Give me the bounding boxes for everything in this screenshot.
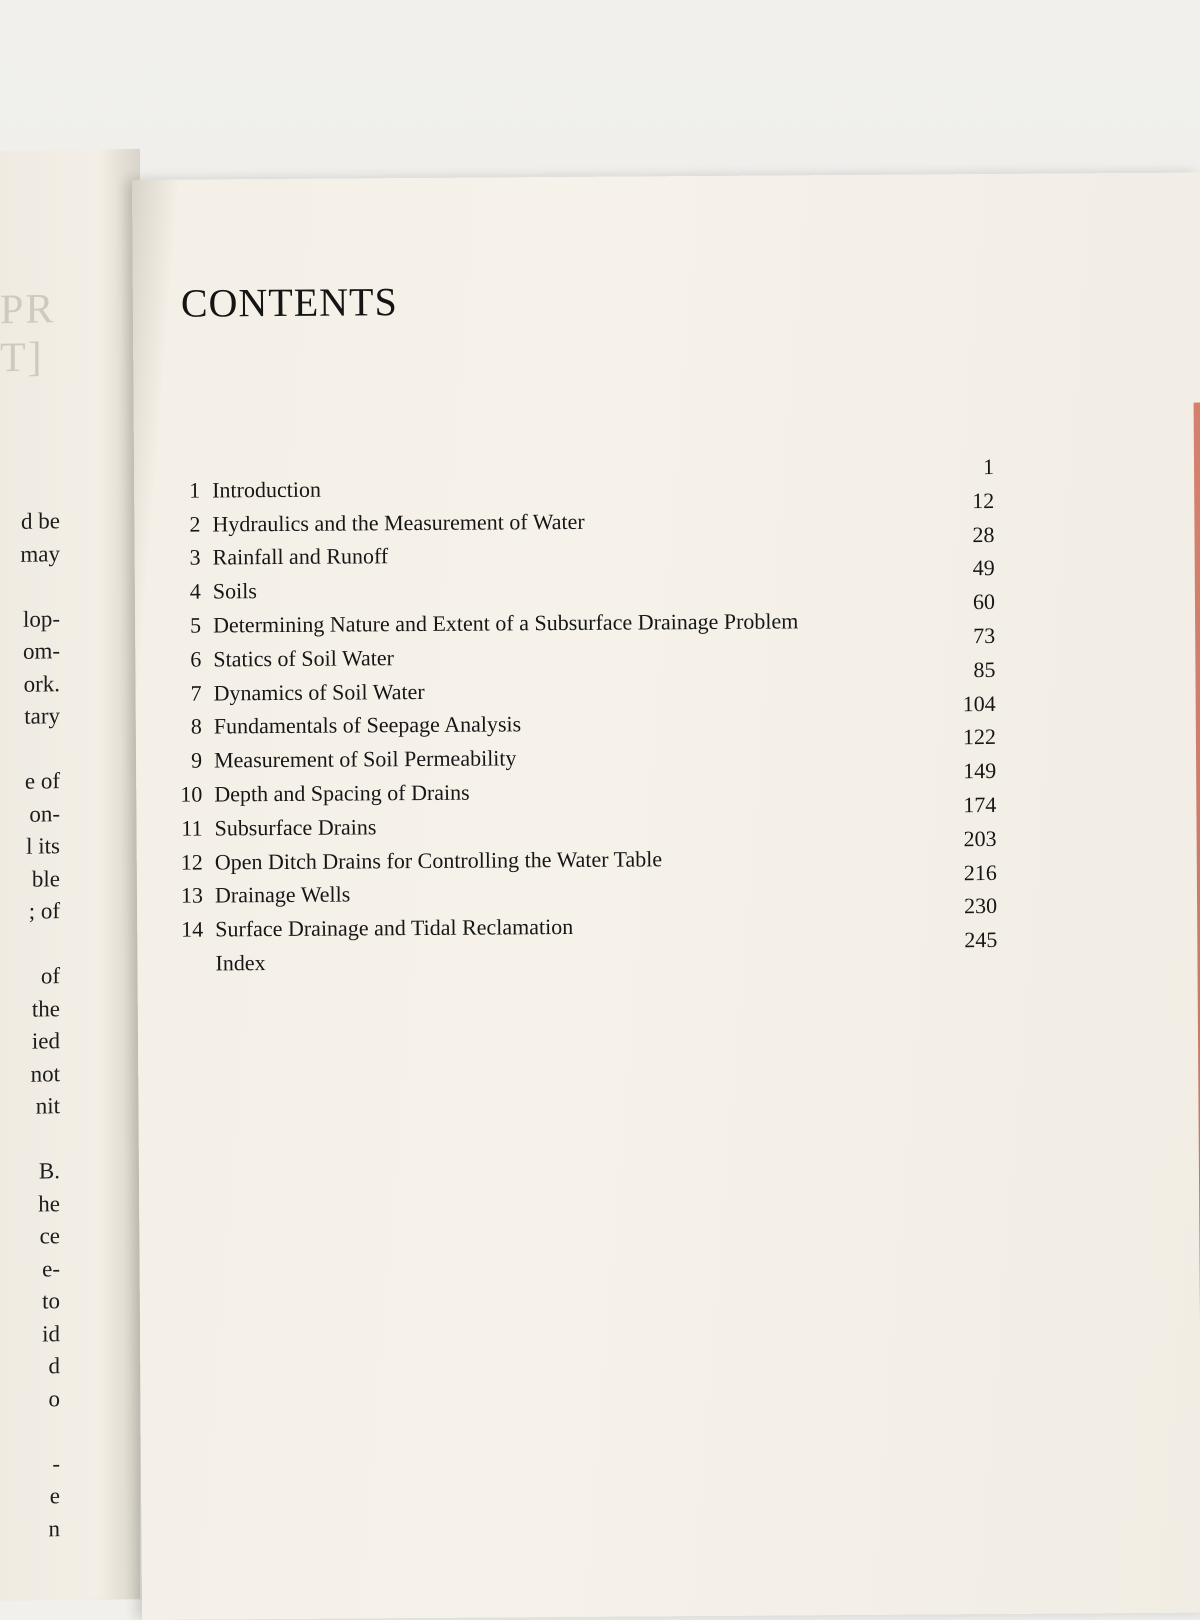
left-page-text-line: e [0, 1480, 60, 1514]
left-page-text-line: B. [0, 1155, 60, 1189]
left-page-text-line: nit [0, 1090, 60, 1124]
left-page-text-line: o [0, 1383, 60, 1417]
left-page-text-line: tary [0, 700, 60, 734]
left-page-text-line: n [0, 1513, 60, 1547]
toc-chapter-title: Rainfall and Runoff [213, 544, 389, 571]
toc-page-number: 245 [937, 927, 997, 953]
left-page-ghost-heading: PR T] [0, 285, 55, 382]
left-page-text-line: - [0, 1448, 60, 1482]
left-page-text-line: ble [0, 863, 60, 897]
left-page-text-line [0, 1415, 60, 1449]
left-page-text-line: d [0, 1350, 60, 1384]
toc-chapter-number: 6 [155, 646, 201, 672]
toc-chapter-title: Surface Drainage and Tidal Reclamation [215, 914, 573, 942]
toc-chapter-number: 1 [154, 477, 200, 503]
left-page-text-line: on- [0, 798, 60, 832]
toc-page-number: 12 [934, 488, 994, 514]
toc-page-number: 203 [937, 826, 997, 852]
toc-chapter-title: Drainage Wells [215, 882, 350, 909]
left-page-text-line [0, 928, 60, 962]
toc-chapter-title: Dynamics of Soil Water [213, 679, 424, 706]
left-page-text-line: om- [0, 635, 60, 669]
left-page-text-line [0, 570, 60, 604]
toc-page-number: 49 [935, 555, 995, 581]
toc-page-number: 85 [935, 657, 995, 683]
toc-page-number: 60 [935, 589, 995, 615]
toc-chapter-title: Introduction [212, 476, 321, 503]
contents-page [132, 173, 1200, 1620]
toc-chapter-title: Soils [213, 578, 257, 604]
left-page-text-line: not [0, 1058, 60, 1092]
toc-chapter-title: Measurement of Soil Permeability [214, 746, 517, 774]
toc-page-number: 28 [934, 522, 994, 548]
book-cover-edge [1194, 403, 1200, 1403]
toc-page-number: 73 [935, 623, 995, 649]
left-page-text-line: lop- [0, 603, 60, 637]
table-of-contents [154, 464, 998, 977]
toc-chapter-number: 3 [155, 545, 201, 571]
left-page-text-line: ce [0, 1220, 60, 1254]
toc-page-number: 1 [934, 454, 994, 480]
toc-page-number: 216 [937, 860, 997, 886]
left-page-text-line [0, 1123, 60, 1157]
left-page-text-line: the [0, 993, 60, 1027]
left-page-text-line: to [0, 1285, 60, 1319]
toc-chapter-number: 4 [155, 579, 201, 605]
toc-page-number: 149 [936, 758, 996, 784]
toc-chapter-number: 5 [155, 613, 201, 639]
left-page-text-line: may [0, 538, 60, 572]
toc-page-number: 122 [936, 724, 996, 750]
toc-chapter-title: Open Ditch Drains for Controlling the Water Table [215, 846, 663, 875]
left-page-text-line: l its [0, 830, 60, 864]
toc-chapter-title: Statics of Soil Water [213, 645, 394, 672]
left-page-text-fragments [0, 504, 140, 1546]
left-page-text-line: he [0, 1188, 60, 1222]
toc-chapter-title: Subsurface Drains [214, 814, 376, 841]
toc-chapter-title: Depth and Spacing of Drains [214, 780, 470, 808]
toc-chapter-number: 9 [156, 748, 202, 774]
toc-page-number: 230 [937, 893, 997, 919]
toc-page-number: 174 [936, 792, 996, 818]
left-page-text-line: e- [0, 1253, 60, 1287]
toc-chapter-title: Determining Nature and Extent of a Subsurface Drainage Problem [213, 608, 798, 638]
toc-chapter-number: 2 [154, 511, 200, 537]
toc-chapter-title: Fundamentals of Seepage Analysis [214, 712, 522, 740]
left-page-text-line [0, 733, 60, 767]
left-facing-page [0, 149, 140, 1601]
toc-chapter-number: 14 [157, 917, 203, 943]
left-page-text-line: ; of [0, 895, 60, 929]
toc-chapter-number: 10 [156, 781, 202, 807]
left-page-text-line: of [0, 960, 60, 994]
toc-chapter-title: Hydraulics and the Measurement of Water [212, 508, 584, 537]
toc-chapter-number: 13 [157, 883, 203, 909]
left-page-text-line: ied [0, 1025, 60, 1059]
toc-chapter-number: 11 [156, 815, 202, 841]
left-page-text-line: id [0, 1318, 60, 1352]
left-page-text-line: e of [0, 765, 60, 799]
toc-chapter-number: 7 [155, 680, 201, 706]
page-title: CONTENTS [181, 278, 398, 327]
toc-page-number: 104 [936, 691, 996, 717]
toc-chapter-number: 12 [157, 849, 203, 875]
toc-entry [157, 937, 997, 977]
toc-chapter-title: Index [215, 950, 265, 976]
left-page-text-line: ork. [0, 668, 60, 702]
left-page-text-line: d be [0, 505, 60, 539]
toc-chapter-number: 8 [156, 714, 202, 740]
